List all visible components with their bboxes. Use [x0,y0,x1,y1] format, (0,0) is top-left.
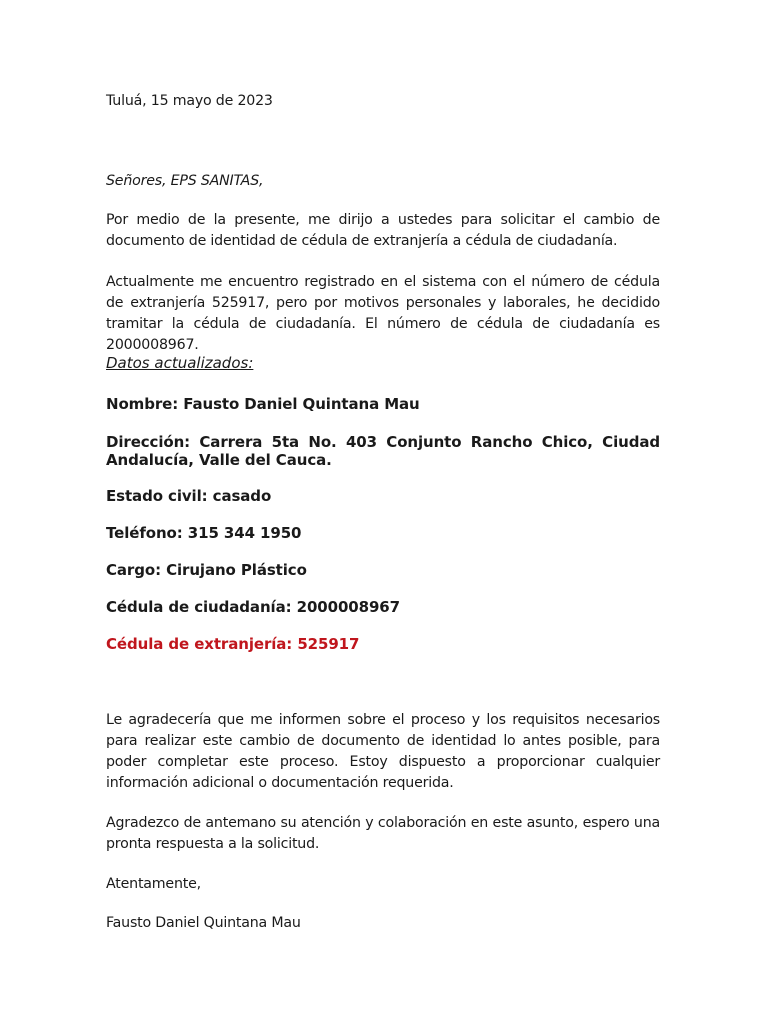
paragraph-request: Por medio de la presente, me dirijo a ustedes para solicitar el cambio de documento de identidad de cédula de extranjería a cédula de ciudadanía. [106,212,660,249]
letter-salutation: Señores, EPS SANITAS, [106,173,264,189]
paragraph-request-info: Le agradecería que me informen sobre el proceso y los requisitos necesarios para realizar este cambio de documento de identidad lo antes posible, para poder completar este proceso. Estoy dispuesto a proporcionar cualquier información adicional o documentación requerida. [106,712,660,791]
letter-date: Tuluá, 15 mayo de 2023 [106,93,273,109]
paragraph-thanks: Agradezco de antemano su atención y colaboración en este asunto, espero una pronta respuesta a la solicitud. [106,815,660,852]
paragraph-current-registration: Actualmente me encuentro registrado en el sistema con el número de cédula de extranjería 525917, pero por motivos personales y laborales, he decidido tramitar la cédula de ciudadanía. El número de cédula de ciudadanía es 2000008967. [106,274,660,353]
field-direccion: Dirección: Carrera 5ta No. 403 Conjunto Rancho Chico, Ciudad Andalucía, Valle del Cauca. [106,433,660,469]
field-cargo: Cargo: Cirujano Plástico [106,561,307,579]
field-telefono: Teléfono: 315 344 1950 [106,524,302,542]
section-title-updated-data: Datos actualizados: [106,354,254,372]
letter-closing: Atentamente, [106,876,201,892]
field-cedula-ciudadania: Cédula de ciudadanía: 2000008967 [106,598,400,616]
field-estado-civil: Estado civil: casado [106,487,272,505]
letter-signature: Fausto Daniel Quintana Mau [106,915,301,931]
field-cedula-extranjeria: Cédula de extranjería: 525917 [106,635,360,653]
field-nombre: Nombre: Fausto Daniel Quintana Mau [106,395,420,413]
